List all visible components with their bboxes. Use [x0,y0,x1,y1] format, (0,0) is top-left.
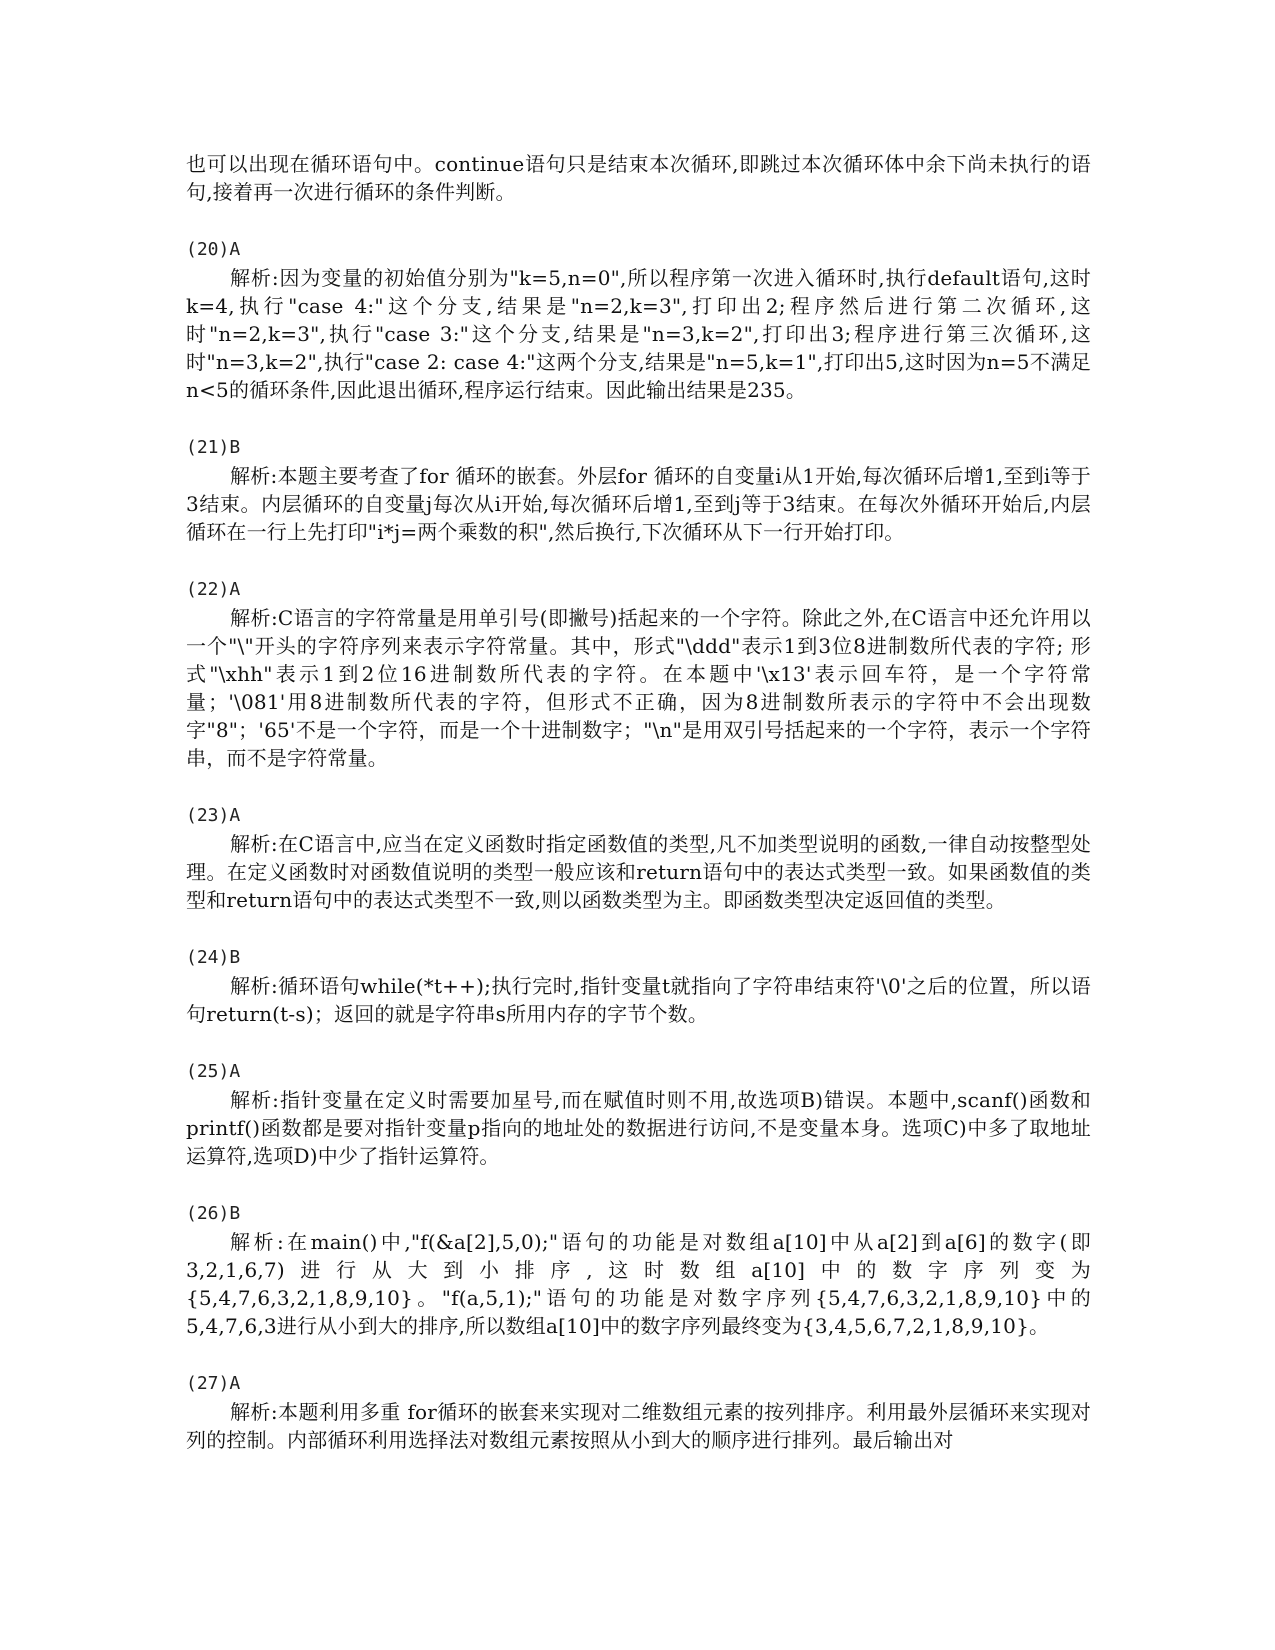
answer-label: (23)A [186,805,241,826]
intro-paragraph: 也可以出现在循环语句中。continue语句只是结束本次循环,即跳过本次循环体中余下尚未执行的语句,接着再一次进行循环的条件判断。 [186,152,1091,204]
answer-label: (20)A [186,239,241,260]
answer-label: (22)A [186,579,241,600]
answer-block-21 [186,434,1091,546]
answer-analysis: 解析:指针变量在定义时需要加星号,而在赋值时则不用,故选项B)错误。本题中,scanf()函数和printf()函数都是要对指针变量p指向的地址处的数据进行访问,不是变量本身。选项C)中多了取地址运算符,选项D)中少了指针运算符。 [186,1088,1091,1168]
answer-block-27 [186,1370,1091,1454]
answer-analysis: 解析:因为变量的初始值分别为"k=5,n=0",所以程序第一次进入循环时,执行default语句,这时k=4,执行"case 4:"这个分支,结果是"n=2,k=3",打印出2;程序然后进行第二次循环,这时"n=2,k=3",执行"case 3:"这个分支,结果是"n=3,k=2",打印出3;程序进行第三次循环,这时"n=3,k=2",执行"case 2: case 4:"这两个分支,结果是"n=5,k=1",打印出5,这时因为n=5不满足n<5的循环条件,因此退出循环,程序运行结束。因此输出结果是235。 [186,266,1091,402]
answer-analysis: 解析:在C语言中,应当在定义函数时指定函数值的类型,凡不加类型说明的函数,一律自动按整型处理。在定义函数时对函数值说明的类型一般应该和return语句中的表达式类型一致。如果函数值的类型和return语句中的表达式类型不一致,则以函数类型为主。即函数类型决定返回值的类型。 [186,832,1091,912]
answer-label: (26)B [186,1203,241,1224]
answer-block-23 [186,802,1091,914]
answer-label: (21)B [186,437,241,458]
answer-block-24 [186,944,1091,1028]
answer-block-20 [186,236,1091,404]
answer-analysis: 解析:在main()中,"f(&a[2],5,0);"语句的功能是对数组a[10]中从a[2]到a[6]的数字(即3,2,1,6,7)进行从大到小排序,这时数组a[10]中的数字序列变为{5,4,7,6,3,2,1,8,9,10}。"f(a,5,1);"语句的功能是对数字序列{5,4,7,6,3,2,1,8,9,10}中的5,4,7,6,3进行从小到大的排序,所以数组a[10]中的数字序列最终变为{3,4,5,6,7,2,1,8,9,10}。 [186,1230,1091,1338]
answer-label: (27)A [186,1373,241,1394]
answer-analysis: 解析:C语言的字符常量是用单引号(即撇号)括起来的一个字符。除此之外,在C语言中还允许用以一个"\"开头的字符序列来表示字符常量。其中，形式"\ddd"表示1到3位8进制数所代表的字符; 形式"\xhh"表示1到2位16进制数所代表的字符。在本题中'\x13'表示回车符，是一个字符常量；'\081'用8进制数所代表的字符，但形式不正确，因为8进制数所表示的字符中不会出现数字"8"；'65'不是一个字符，而是一个十进制数字；"\n"是用双引号括起来的一个字符，表示一个字符串，而不是字符常量。 [186,606,1091,770]
answer-analysis: 解析:本题利用多重 for循环的嵌套来实现对二维数组元素的按列排序。利用最外层循环来实现对列的控制。内部循环利用选择法对数组元素按照从小到大的顺序进行排列。最后输出对 [186,1400,1091,1452]
answer-block-26 [186,1200,1091,1340]
answer-label: (25)A [186,1061,241,1082]
answer-label: (24)B [186,947,241,968]
answer-block-22 [186,576,1091,772]
answer-analysis: 解析:循环语句while(*t++);执行完时,指针变量t就指向了字符串结束符'\0'之后的位置，所以语句return(t-s)；返回的就是字符串s所用内存的字节个数。 [186,974,1091,1026]
answer-block-25 [186,1058,1091,1170]
answer-analysis: 解析:本题主要考查了for 循环的嵌套。外层for 循环的自变量i从1开始,每次循环后增1,至到i等于3结束。内层循环的自变量j每次从i开始,每次循环后增1,至到j等于3结束。在每次外循环开始后,内层循环在一行上先打印"i*j=两个乘数的积",然后换行,下次循环从下一行开始打印。 [186,464,1091,544]
page-content [186,150,1091,1454]
